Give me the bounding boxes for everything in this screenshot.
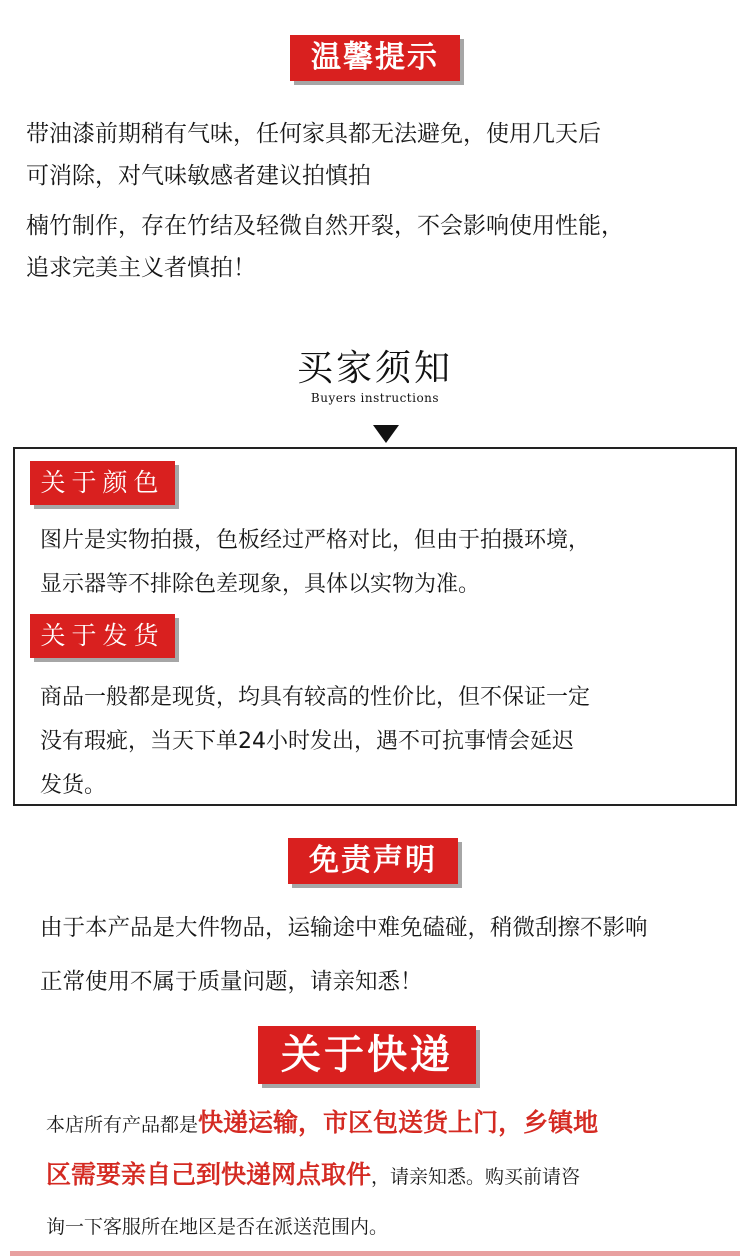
- notice-paragraph-odor: [26, 113, 601, 197]
- text-line: 可消除，对气味敏感者建议拍慎拍: [26, 163, 371, 189]
- shipping-section-tag: 关于发货: [30, 614, 175, 658]
- express-highlight: ，: [498, 1108, 524, 1137]
- text-line: 发货。: [40, 773, 107, 798]
- express-text: ，请亲知悉。购买前请咨: [371, 1166, 581, 1188]
- buyers-title: 买家须知: [296, 348, 453, 389]
- bottom-divider: [10, 1251, 740, 1256]
- text-line: 没有瑕疵，当天下单24小时发出，遇不可抗事情会延迟: [40, 729, 574, 754]
- color-section-tag: 关于颜色: [30, 461, 175, 505]
- express-highlight: 乡镇地: [523, 1108, 599, 1137]
- express-highlight: ，: [298, 1108, 324, 1137]
- disclaimer-tag: 免责声明: [288, 838, 458, 884]
- shipping-paragraph: [40, 676, 590, 808]
- express-line-1: [46, 1098, 598, 1150]
- text-line: 追求完美主义者慎拍！: [26, 255, 256, 281]
- express-tag: 关于快递: [258, 1026, 476, 1084]
- text-line: 楠竹制作，存在竹结及轻微自然开裂，不会影响使用性能，: [26, 213, 624, 239]
- notice-paragraph-bamboo: [26, 205, 624, 289]
- buyers-subtitle: Buyers instructions: [310, 391, 440, 405]
- express-highlight: 市区包送货上门: [323, 1108, 499, 1137]
- text-line: 商品一般都是现货，均具有较高的性价比，但不保证一定: [40, 685, 591, 710]
- text-line: 显示器等不排除色差现象，具体以实物为准。: [40, 572, 481, 597]
- down-triangle-icon: [373, 425, 399, 443]
- text-line: 带油漆前期稍有气味，任何家具都无法避免，使用几天后: [26, 121, 601, 147]
- express-line-3: 询一下客服所在地区是否在派送范围内。: [46, 1216, 389, 1238]
- color-paragraph: [40, 519, 590, 607]
- text-line: 由于本产品是大件物品，运输途中难免磕碰，稍微刮擦不影响: [40, 915, 648, 941]
- express-highlight: 区需要亲自己到快递网点取件: [46, 1160, 372, 1189]
- express-line-2: [46, 1150, 598, 1202]
- express-text: 本店所有产品都是: [46, 1114, 199, 1136]
- disclaimer-paragraph: [40, 901, 648, 1009]
- text-line: 正常使用不属于质量问题，请亲知悉！: [40, 969, 423, 995]
- notice-tag: 温馨提示: [290, 35, 460, 81]
- express-paragraph: [46, 1098, 598, 1252]
- express-highlight: 快递运输: [198, 1108, 299, 1137]
- text-line: 图片是实物拍摄，色板经过严格对比，但由于拍摄环境，: [40, 528, 591, 553]
